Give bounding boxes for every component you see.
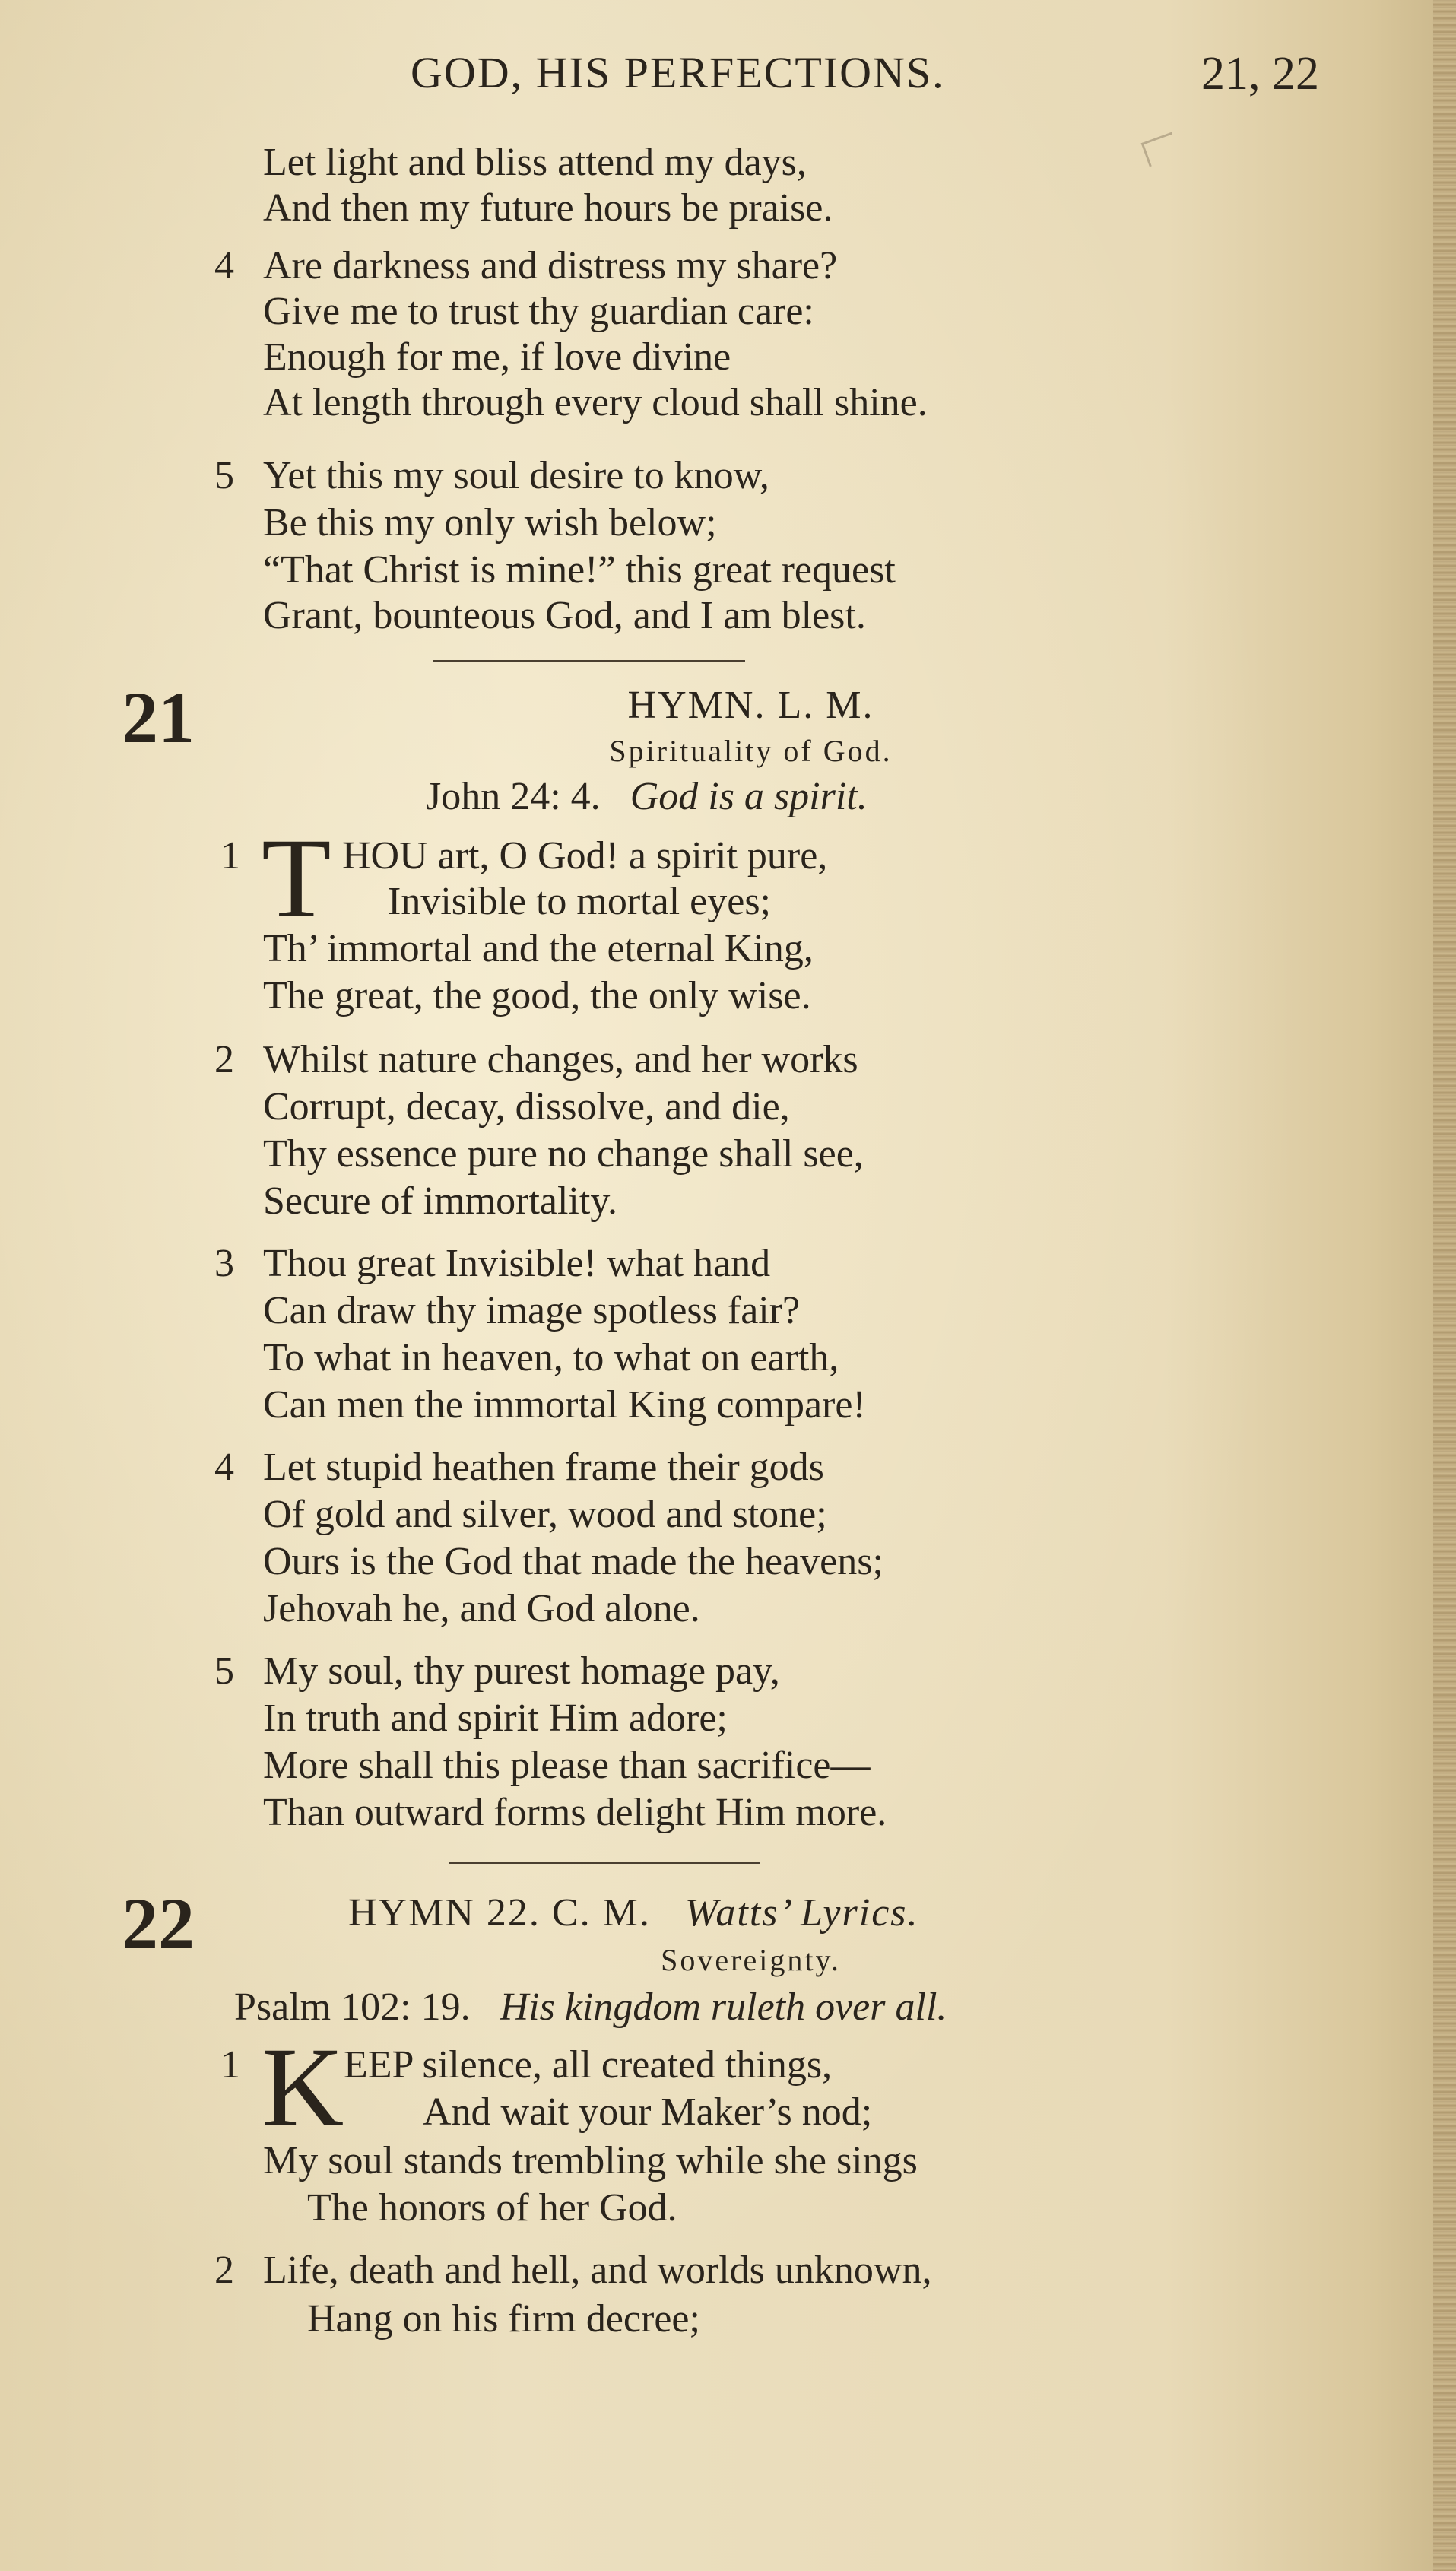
- verse-line: Invisible to mortal eyes;: [388, 880, 772, 923]
- verse-line: Grant, bounteous God, and I am blest.: [263, 594, 866, 637]
- hymn-number: 21: [122, 677, 195, 758]
- verse-line: Thou great Invisible! what hand: [263, 1242, 771, 1285]
- verse-line: EEP silence, all created things,: [344, 2043, 833, 2087]
- stanza-number: 5: [214, 1649, 234, 1693]
- verse-line: And then my future hours be praise.: [263, 186, 833, 230]
- hymn-subtitle: [0, 1945, 1456, 1976]
- hymn-number: 22: [122, 1883, 195, 1964]
- verse-line: In truth and spirit Him adore;: [263, 1697, 728, 1740]
- divider-rule: [433, 660, 745, 662]
- hymn-title-text: HYMN. L. M.: [627, 684, 874, 727]
- stanza-number: 4: [214, 1446, 234, 1489]
- verse-line: Of gold and silver, wood and stone;: [263, 1493, 827, 1536]
- verse-line: Yet this my soul desire to know,: [263, 454, 769, 497]
- verse-line: Jehovah he, and God alone.: [263, 1587, 700, 1630]
- hymn-subtitle: [0, 736, 1456, 767]
- stanza-number: 1: [220, 834, 240, 878]
- verse-line: Are darkness and distress my share?: [263, 244, 838, 287]
- scripture-reference: [234, 1985, 947, 2029]
- verse-line: My soul stands trembling while she sings: [263, 2139, 918, 2182]
- verse-line: Thy essence pure no change shall see,: [263, 1132, 864, 1176]
- drop-cap: K: [262, 2024, 344, 2150]
- verse-line: Whilst nature changes, and her works: [263, 1038, 858, 1081]
- running-title: GOD, HIS PERFECTIONS.: [411, 48, 945, 97]
- verse-line: HOU art, O God! a spirit pure,: [342, 834, 828, 878]
- hymn-title-text: HYMN 22. C. M.: [348, 1891, 651, 1935]
- stanza-number: 1: [220, 2043, 240, 2087]
- verse-line: At length through every cloud shall shine.: [263, 381, 928, 424]
- scripture-ref: Psalm 102: 19.: [234, 1985, 471, 2029]
- verse-line: The great, the good, the only wise.: [263, 974, 811, 1017]
- verse-line: Let stupid heathen frame their gods: [263, 1446, 824, 1489]
- hymn-subtitle-text: Spirituality of God.: [609, 734, 893, 768]
- page-edge: [1433, 0, 1456, 2571]
- verse-line: More shall this please than sacrifice—: [263, 1744, 871, 1787]
- verse-line: And wait your Maker’s nod;: [423, 2090, 873, 2134]
- page-numbers: 21, 22: [1201, 48, 1319, 100]
- verse-line: My soul, thy purest homage pay,: [263, 1649, 780, 1693]
- verse-line: “That Christ is mine!” this great request: [263, 548, 896, 592]
- drop-cap: T: [262, 815, 331, 941]
- scripture-reference: [426, 777, 868, 817]
- stanza-number: 5: [214, 454, 234, 497]
- verse-line: Give me to trust thy guardian care:: [263, 290, 814, 333]
- hymn-subtitle-text: Sovereignty.: [661, 1943, 841, 1977]
- verse-line: Can draw thy image spotless fair?: [263, 1289, 801, 1332]
- verse-line: To what in heaven, to what on earth,: [263, 1336, 839, 1379]
- corner-mark: [1141, 132, 1181, 167]
- scripture-quote: His kingdom ruleth over all.: [500, 1985, 947, 2029]
- verse-line: Hang on his firm decree;: [307, 2297, 700, 2341]
- verse-line: Corrupt, decay, dissolve, and die,: [263, 1085, 790, 1128]
- verse-line: Let light and bliss attend my days,: [263, 141, 807, 184]
- verse-line: Th’ immortal and the eternal King,: [263, 927, 814, 970]
- stanza-number: 2: [214, 2249, 234, 2292]
- stanza-number: 3: [214, 1242, 234, 1285]
- verse-line: Secure of immortality.: [263, 1179, 617, 1223]
- scripture-ref: John 24: 4.: [426, 775, 601, 818]
- verse-line: Life, death and hell, and worlds unknown,: [263, 2249, 932, 2292]
- verse-line: Can men the immortal King compare!: [263, 1383, 866, 1427]
- scripture-quote: God is a spirit.: [630, 775, 868, 818]
- verse-line: The honors of her God.: [307, 2186, 677, 2230]
- verse-line: Be this my only wish below;: [263, 501, 717, 544]
- hymn-source: Watts’ Lyrics.: [684, 1891, 919, 1935]
- stanza-number: 2: [214, 1038, 234, 1081]
- verse-line: Than outward forms delight Him more.: [263, 1791, 887, 1834]
- verse-line: Ours is the God that made the heavens;: [263, 1540, 883, 1583]
- stanza-number: 4: [214, 244, 234, 287]
- hymn-title: [0, 686, 1456, 725]
- verse-line: Enough for me, if love divine: [263, 335, 731, 379]
- divider-rule: [449, 1862, 760, 1864]
- hymn-title: [348, 1893, 919, 1933]
